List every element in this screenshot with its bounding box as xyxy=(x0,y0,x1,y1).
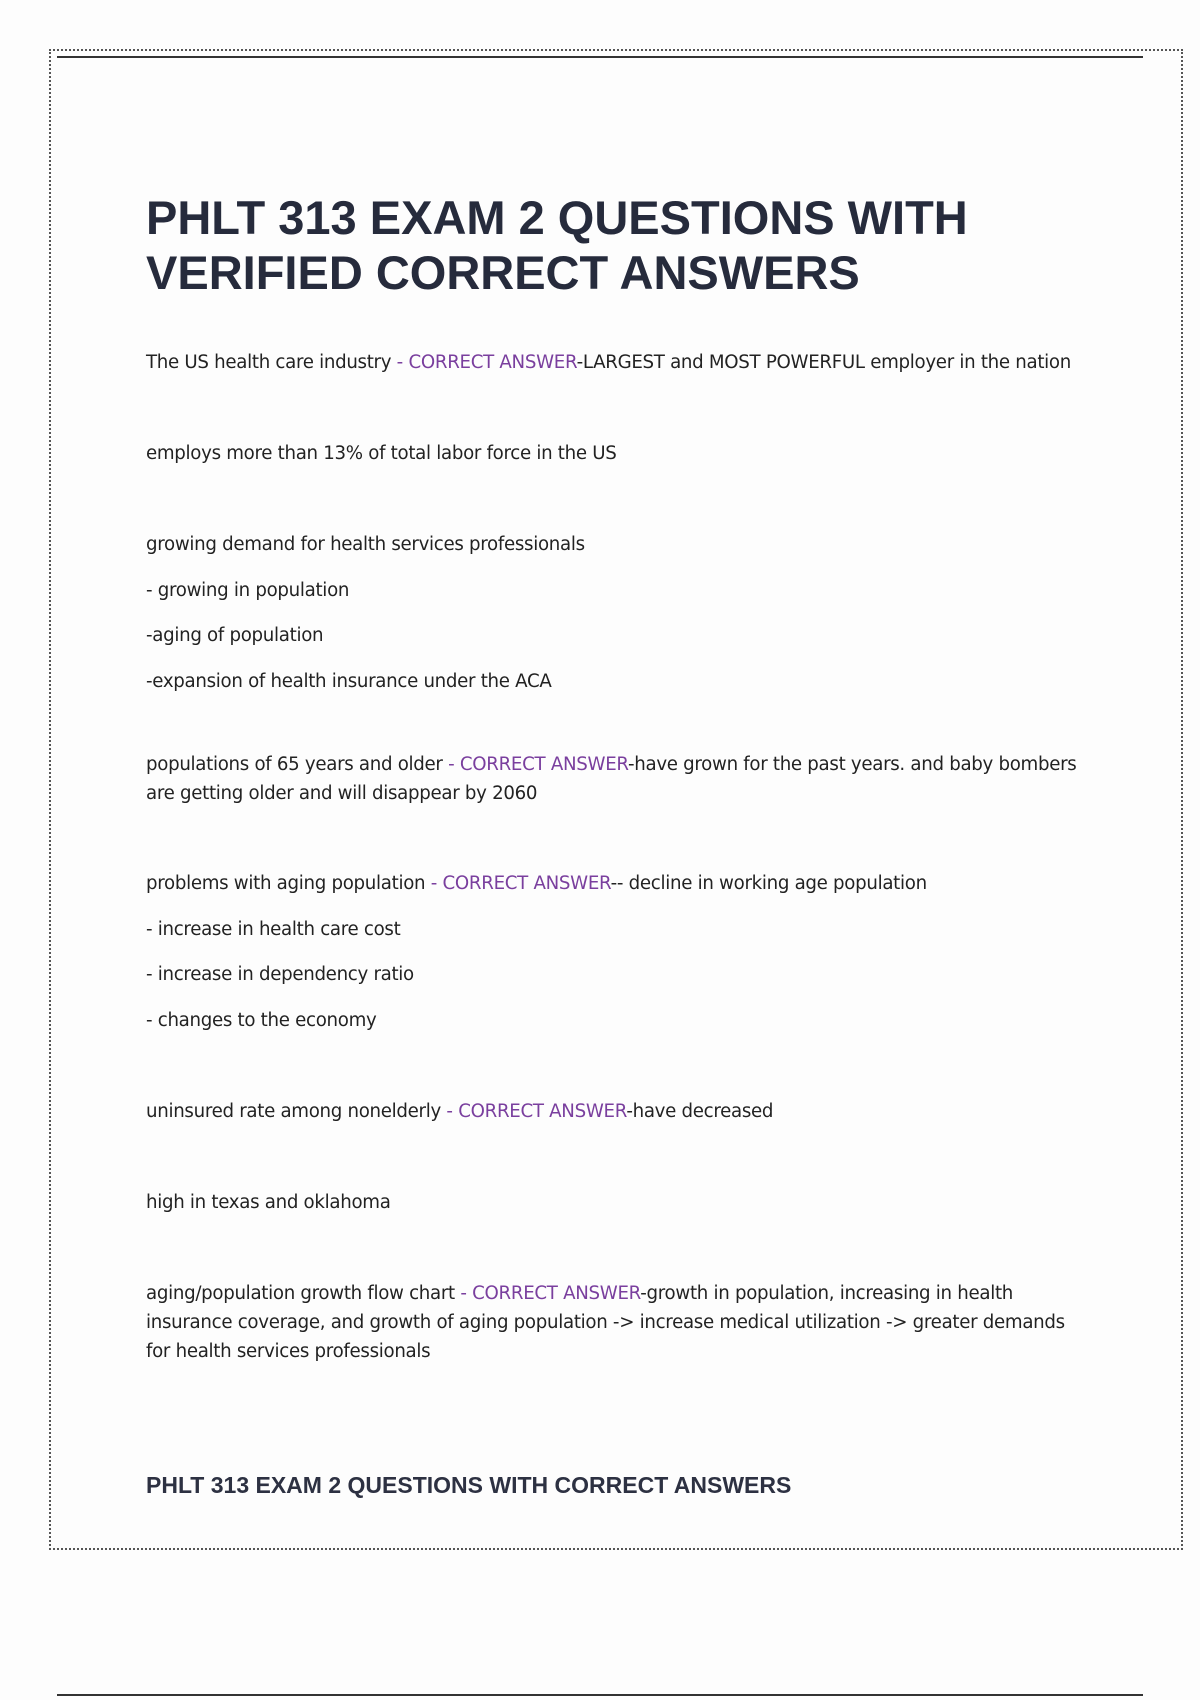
note-item-7 xyxy=(146,1188,1106,1217)
correct-answer-label: CORRECT ANSWER xyxy=(459,754,628,775)
question-text: uninsured rate among nonelderly xyxy=(146,1101,441,1122)
answer-separator: - xyxy=(454,1283,473,1304)
qa-item-1 xyxy=(146,348,1106,377)
answer-separator: - xyxy=(425,873,443,894)
list-line: - increase in dependency ratio xyxy=(146,964,414,985)
answer-separator: - xyxy=(442,754,460,775)
answer-separator: - xyxy=(440,1101,459,1122)
qa-item-5 xyxy=(146,869,1106,1035)
list-line: - changes to the economy xyxy=(146,1010,377,1031)
list-line: -aging of population xyxy=(146,625,324,646)
document-title: PHLT 313 EXAM 2 QUESTIONS WITH VERIFIED CORRECT ANSWERS xyxy=(146,191,968,299)
footer-title: PHLT 313 EXAM 2 QUESTIONS WITH CORRECT ANSWERS xyxy=(146,1472,792,1498)
list-item-3 xyxy=(146,530,1106,696)
header-rule xyxy=(57,56,1143,58)
answer-text: -- decline in working age population xyxy=(610,873,927,894)
qa-item-4 xyxy=(146,750,1106,808)
answer-text: -LARGEST and MOST POWERFUL employer in the nation xyxy=(576,352,1071,373)
note-text: employs more than 13% of total labor force in the US xyxy=(146,443,617,464)
qa-item-6 xyxy=(146,1097,1106,1126)
note-item-2 xyxy=(146,439,1106,468)
answer-text: -growth in population, increasing in health insurance coverage, and growth of aging population -> increase medical utilization -> greater demands for health services professionals xyxy=(146,1283,1065,1362)
list-line: -expansion of health insurance under the ACA xyxy=(146,671,552,692)
list-line: - increase in health care cost xyxy=(146,919,401,940)
qa-item-8 xyxy=(146,1279,1086,1366)
footer-rule xyxy=(57,1694,1143,1696)
list-line: - growing in population xyxy=(146,580,350,601)
question-text: populations of 65 years and older xyxy=(146,754,443,775)
correct-answer-label: CORRECT ANSWER xyxy=(458,1101,627,1122)
answer-separator: - xyxy=(391,352,409,373)
question-text: problems with aging population xyxy=(146,873,426,894)
question-text: aging/population growth flow chart xyxy=(146,1283,455,1304)
correct-answer-label: CORRECT ANSWER xyxy=(408,352,577,373)
document-body xyxy=(146,190,1106,1362)
answer-text: -have grown for the past years. and baby bombers are getting older and will disappear by 2060 xyxy=(146,754,1077,804)
note-text: high in texas and oklahoma xyxy=(146,1192,391,1213)
list-heading: growing demand for health services professionals xyxy=(146,534,585,555)
question-text: The US health care industry xyxy=(146,352,392,373)
answer-text: -have decreased xyxy=(626,1101,774,1122)
correct-answer-label: CORRECT ANSWER xyxy=(472,1283,641,1304)
correct-answer-label: CORRECT ANSWER xyxy=(442,873,611,894)
